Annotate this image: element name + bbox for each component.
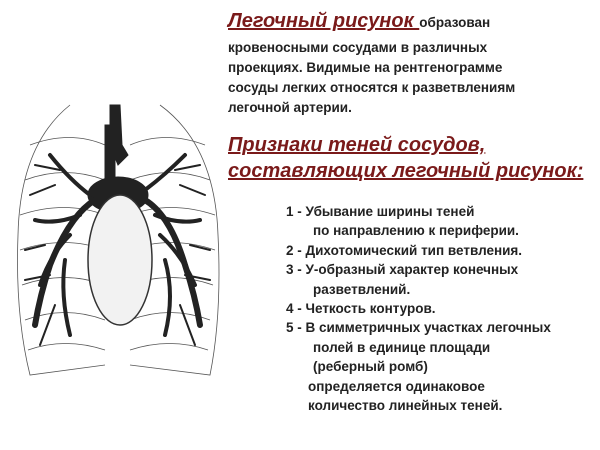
- signs-list: [286, 202, 551, 415]
- list-item: (реберный ромб): [313, 359, 428, 375]
- list-item: по направлению к периферии.: [313, 223, 519, 239]
- section1-heading: [228, 10, 490, 33]
- section2-heading-line1: Признаки теней сосудов,: [228, 134, 486, 156]
- list-item: количество линейных теней.: [308, 397, 503, 413]
- paragraph-line: проекциях. Видимые на рентгенограмме: [228, 60, 503, 75]
- list-item: определяется одинаковое: [308, 378, 485, 394]
- list-item: 2 - Дихотомический тип ветвления.: [286, 242, 523, 258]
- list-item: полей в единице площади: [313, 339, 491, 355]
- paragraph-line: легочной артерии.: [228, 100, 352, 115]
- section1-title-tail: образован: [419, 15, 491, 30]
- section2-heading-line2: составляющих легочный рисунок:: [228, 160, 584, 182]
- section1-title: Легочный рисунок: [228, 10, 420, 32]
- paragraph-line: сосуды легких относятся к разветвлениям: [228, 80, 516, 95]
- list-item: 5 - В симметричных участках легочных: [286, 320, 551, 336]
- list-item: разветвлений.: [313, 281, 411, 297]
- list-item: 4 - Четкость контуров.: [286, 300, 436, 316]
- paragraph-line: кровеносными сосудами в различных: [228, 40, 488, 55]
- list-item: 3 - У-образный характер конечных: [286, 262, 519, 278]
- lung-vessels-illustration: [10, 85, 225, 385]
- list-item: 1 - Убывание ширины теней: [286, 204, 475, 219]
- section1-paragraph: [228, 38, 515, 118]
